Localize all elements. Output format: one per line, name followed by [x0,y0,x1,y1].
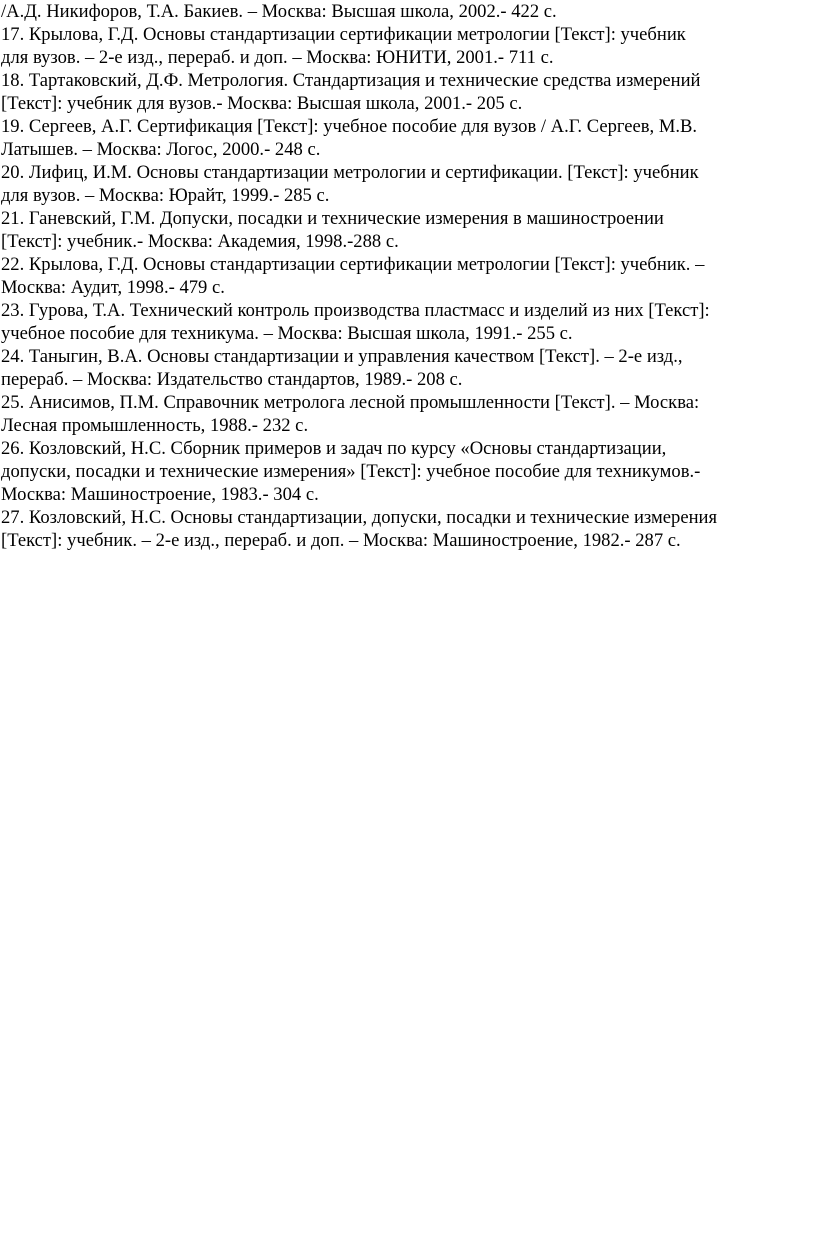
reference-line: 18. Тартаковский, Д.Ф. Метрология. Стандартизация и технические средства измерений [1,70,701,91]
reference-line: Москва: Машиностроение, 1983.- 304 с. [1,484,319,505]
reference-line: [Текст]: учебник.- Москва: Академия, 1998.-288 с. [1,231,399,252]
reference-line: 22. Крылова, Г.Д. Основы стандартизации сертификации метрологии [Текст]: учебник. – [1,254,705,275]
reference-line: 26. Козловский, Н.С. Сборник примеров и задач по курсу «Основы стандартизации, [1,438,667,459]
reference-line: 21. Ганевский, Г.М. Допуски, посадки и технические измерения в машиностроении [1,208,664,229]
reference-line: допуски, посадки и технические измерения» [Текст]: учебное пособие для техникумов.- [1,461,701,482]
reference-line: 17. Крылова, Г.Д. Основы стандартизации сертификации метрологии [Текст]: учебник [1,24,686,45]
reference-line: 25. Анисимов, П.М. Справочник метролога лесной промышленности [Текст]. – Москва: [1,392,700,413]
reference-line: /А.Д. Никифоров, Т.А. Бакиев. – Москва: Высшая школа, 2002.- 422 с. [1,1,557,22]
reference-line: Москва: Аудит, 1998.- 479 с. [1,277,225,298]
reference-line: 24. Таныгин, В.А. Основы стандартизации и управления качеством [Текст]. – 2-е изд., [1,346,683,367]
reference-line: Латышев. – Москва: Логос, 2000.- 248 с. [1,139,321,160]
reference-line: для вузов. – 2-е изд., перераб. и доп. – Москва: ЮНИТИ, 2001.- 711 с. [1,47,554,68]
reference-line: 19. Сергеев, А.Г. Сертификация [Текст]: учебное пособие для вузов / А.Г. Сергеев, М.В. [1,116,698,137]
reference-line: 23. Гурова, Т.А. Технический контроль производства пластмасс и изделий из них [Текст]: [1,300,710,321]
reference-line: перераб. – Москва: Издательство стандартов, 1989.- 208 с. [1,369,463,390]
reference-line: 20. Лифиц, И.М. Основы стандартизации метрологии и сертификации. [Текст]: учебник [1,162,699,183]
reference-line: Лесная промышленность, 1988.- 232 с. [1,415,309,436]
reference-line: для вузов. – Москва: Юрайт, 1999.- 285 с. [1,185,330,206]
reference-line: учебное пособие для техникума. – Москва: Высшая школа, 1991.- 255 с. [1,323,573,344]
reference-line: 27. Козловский, Н.С. Основы стандартизации, допуски, посадки и технические измерения [1,507,718,528]
reference-line: [Текст]: учебник для вузов.- Москва: Высшая школа, 2001.- 205 с. [1,93,523,114]
reference-line: [Текст]: учебник. – 2-е изд., перераб. и доп. – Москва: Машиностроение, 1982.- 287 с. [1,530,681,551]
reference-list [1,0,815,552]
